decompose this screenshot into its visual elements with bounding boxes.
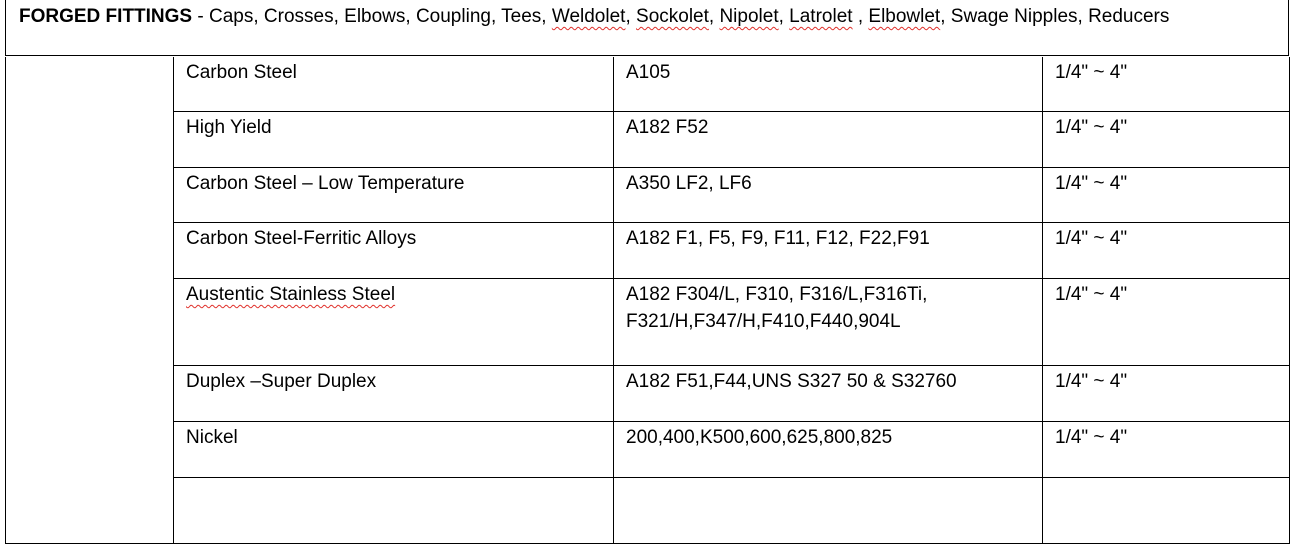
size-cell: 1/4" ~ 4" — [1055, 117, 1128, 138]
header-item-flagged: Weldolet — [551, 6, 626, 27]
table-row — [173, 57, 1289, 111]
grade-line-1: A182 F304/L, F310, F316/L,F316Ti, — [626, 284, 928, 305]
header-lead-text: - Caps, Crosses, Elbows, Coupling, Tees, — [192, 6, 552, 27]
table-row — [173, 366, 1289, 421]
header-item-separator: , — [625, 6, 637, 27]
header-item-separator: , — [778, 6, 790, 27]
grade-cell: A182 F51,F44,UNS S327 50 & S32760 — [626, 371, 957, 392]
table-body — [5, 57, 1290, 544]
table-row — [173, 422, 1289, 477]
size-cell: 1/4" ~ 4" — [1055, 371, 1128, 392]
header-item-list — [552, 6, 1170, 27]
table-row — [173, 168, 1289, 222]
table-row — [173, 223, 1289, 278]
grade-cell: 200,400,K500,600,625,800,825 — [626, 427, 893, 448]
size-cell: 1/4" ~ 4" — [1055, 173, 1128, 194]
header-item-separator: , — [852, 6, 869, 27]
size-cell: 1/4" ~ 4" — [1055, 427, 1128, 448]
table-left-border — [5, 57, 6, 544]
table-bottom-border — [5, 543, 1290, 544]
table-right-border — [1289, 57, 1290, 544]
header-item-flagged: Elbowlet — [868, 6, 941, 27]
material-cell: Carbon Steel — [186, 62, 297, 83]
material-cell: Carbon Steel – Low Temperature — [186, 173, 465, 194]
size-cell: 1/4" ~ 4" — [1055, 284, 1128, 305]
material-cell: Carbon Steel-Ferritic Alloys — [186, 228, 417, 249]
header-item-separator: , — [708, 6, 720, 27]
material-text-flagged: Austentic Stainless Steel — [186, 284, 396, 305]
grade-cell: A105 — [626, 62, 671, 83]
material-cell: Nickel — [186, 427, 238, 448]
header-item-separator: , Swage Nipples, Reducers — [940, 6, 1170, 27]
grade-cell — [626, 281, 927, 335]
header-item-flagged: Latrolet — [789, 6, 853, 27]
grade-line-2: F321/H,F347/H,F410,F440,904L — [626, 311, 901, 332]
material-cell: High Yield — [186, 117, 272, 138]
table-header-cell — [5, 0, 1289, 56]
material-cell — [186, 281, 395, 308]
table-row-empty — [173, 478, 1289, 543]
table-header-text — [19, 6, 1169, 28]
grade-cell: A182 F1, F5, F9, F11, F12, F22,F91 — [626, 228, 930, 249]
header-item-flagged: Sockolet — [636, 6, 709, 27]
material-cell: Duplex –Super Duplex — [186, 371, 377, 392]
header-item-flagged: Nipolet — [719, 6, 779, 27]
table-row — [173, 112, 1289, 167]
size-cell: 1/4" ~ 4" — [1055, 228, 1128, 249]
forged-fittings-table — [5, 0, 1290, 544]
grade-cell: A182 F52 — [626, 117, 709, 138]
grade-cell: A350 LF2, LF6 — [626, 173, 752, 194]
size-cell: 1/4" ~ 4" — [1055, 62, 1128, 83]
table-row — [173, 279, 1289, 365]
header-title: FORGED FITTINGS — [19, 6, 193, 27]
